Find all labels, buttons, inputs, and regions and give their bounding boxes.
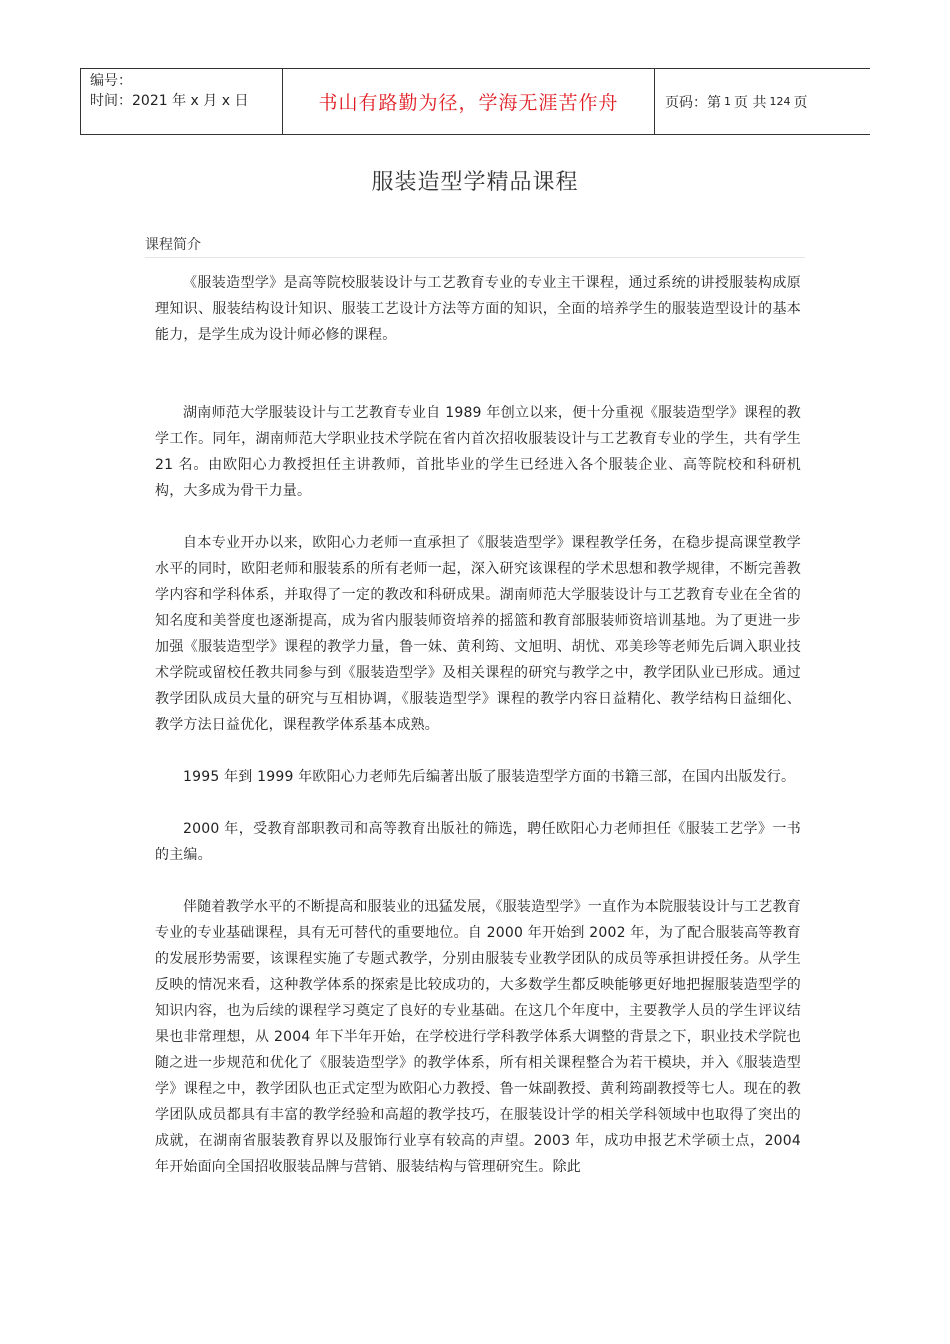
paragraph-editor: 2000 年，受教育部职教司和高等教育出版社的筛选，聘任欧阳心力老师担任《服装工艺学》一书的主编。 [155,821,801,863]
document-date: 时间：2021 年 x 月 x 日 [90,93,249,109]
page-current: 1 [724,95,731,108]
document-number-label: 编号： [90,73,132,89]
paragraph-history: 湖南师范大学服装设计与工艺教育专业自 1989 年创立以来，便十分重视《服装造型学》课程的教学工作。同年，湖南师范大学职业技术学院在省内首次招收服装设计与工艺教育专业的学生，共有学生 21 名。由欧阳心力教授担任主讲教师，首批毕业的学生已经进入各个服装企业、高等院校和科研机构，大多成为骨干力量。 [155,405,801,499]
page-suffix: 页 [793,94,808,111]
paragraph-books: 1995 年到 1999 年欧阳心力老师先后编著出版了服装造型学方面的书籍三部，在国内出版发行。 [183,769,796,785]
header-meta-cell [81,69,283,134]
header-motto: 书山有路勤为径，学海无涯苦作舟 [318,92,619,114]
document-title: 服装造型学精品课程 [371,170,579,195]
paragraph-team: 自本专业开办以来，欧阳心力老师一直承担了《服装造型学》课程教学任务，在稳步提高课堂教学水平的同时，欧阳老师和服装系的所有老师一起，深入研究该课程的学术思想和教学规律，不断完善教学内容和学科体系，并取得了一定的教改和科研成果。湖南师范大学服装设计与工艺教育专业在全省的知名度和美誉度也逐渐提高，成为省内服装师资培养的摇篮和教育部服装师资培训基地。为了更进一步加强《服装造型学》课程的教学力量，鲁一妹、黄利筠、文旭明、胡忧、邓美珍等老师先后调入职业技术学院或留校任教共同参与到《服装造型学》及相关课程的研究与教学之中，教学团队业已形成。通过教学团队成员大量的研究与互相协调，《服装造型学》课程的教学内容日益精化、教学结构日益细化、教学方法日益优化，课程教学体系基本成熟。 [155,535,801,733]
page-indicator [655,69,870,134]
page-middle: 页 共 [734,94,767,111]
document-header [80,68,870,135]
document-body [155,270,801,1180]
section-heading: 课程简介 [145,237,201,253]
page-total: 124 [769,95,791,108]
header-motto-cell [283,69,655,134]
paragraph-intro: 《服装造型学》是高等院校服装设计与工艺教育专业的专业主干课程，通过系统的讲授服装构成原理知识、服装结构设计知识、服装工艺设计方法等方面的知识，全面的培养学生的服装造型设计的基本能力，是学生成为设计师必修的课程。 [155,275,801,343]
page-prefix: 页码：第 [665,94,721,111]
paragraph-development: 伴随着教学水平的不断提高和服装业的迅猛发展，《服装造型学》一直作为本院服装设计与工艺教育专业的专业基础课程，具有无可替代的重要地位。自 2000 年开始到 2002 年，为了配合服装高等教育的发展形势需要，该课程实施了专题式教学，分别由服装专业教学团队的成员等承担讲授任务。从学生反映的情况来看，这种教学体系的探索是比较成功的，大多数学生都反映能够更好地把握服装造型学的知识内容，也为后续的课程学习奠定了良好的专业基础。在这几个年度中，主要教学人员的学生评议结果也非常理想，从 2004 年下半年开始，在学校进行学科教学体系大调整的背景之下，职业技术学院也随之进一步规范和优化了《服装造型学》的教学体系，所有相关课程整合为若干模块，并入《服装造型学》课程之中，教学团队也正式定型为欧阳心力教授、鲁一妹副教授、黄利筠副教授等七人。现在的教学团队成员都具有丰富的教学经验和高超的教学技巧，在服装设计学的相关学科领域中也取得了突出的成就，在湖南省服装教育界以及服饰行业享有较高的声望。2003 年，成功申报艺术学硕士点，2004 年开始面向全国招收服装品牌与营销、服装结构与管理研究生。除此 [155,899,801,1175]
section-divider [145,257,805,258]
